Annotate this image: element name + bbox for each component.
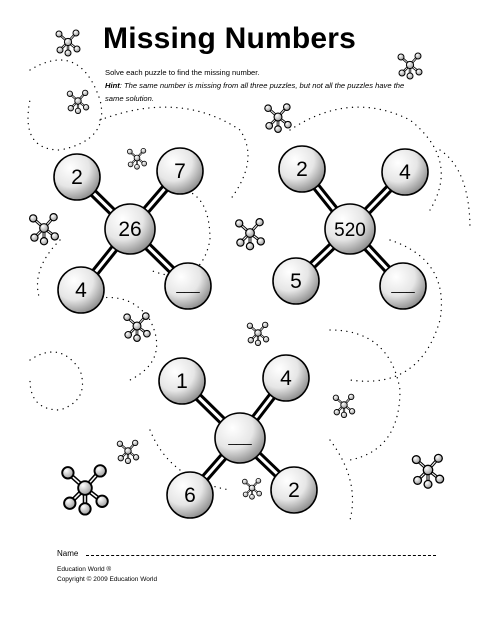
top-right-number: 4 [280, 367, 292, 390]
molecule-icon [265, 104, 291, 133]
molecule-icon [412, 454, 443, 488]
puzzle-1 [54, 148, 211, 313]
bottom-left-number: 4 [75, 279, 87, 302]
molecule-icon [124, 313, 150, 342]
molecule-icon [242, 478, 261, 499]
name-field [57, 549, 436, 558]
footer [57, 565, 157, 585]
center-number: 26 [118, 218, 142, 241]
footer-brand: Education World ® [57, 566, 112, 573]
top-right-number: 7 [174, 160, 186, 183]
top-left-number: 2 [71, 166, 83, 189]
instructions [105, 66, 405, 105]
hint-text [105, 79, 405, 105]
center-number: 520 [334, 220, 366, 241]
hint-label: Hint [105, 81, 120, 90]
bottom-left-number: 5 [290, 270, 302, 293]
molecule-icon [56, 30, 80, 56]
instructions-line: Solve each puzzle to find the missing number. [105, 68, 260, 77]
molecule-icon [247, 322, 269, 345]
name-label: Name [57, 549, 79, 558]
name-rule[interactable] [86, 555, 436, 556]
molecule-icon [333, 394, 355, 417]
molecule-icon [67, 90, 89, 113]
molecule-icon [117, 440, 139, 463]
molecule-icon [127, 148, 146, 169]
bottom-left-number: 6 [184, 484, 196, 507]
molecule-icon [62, 465, 108, 514]
puzzle-3 [159, 355, 317, 518]
top-left-number: 2 [296, 158, 308, 181]
footer-copyright: Copyright © 2009 Education World [57, 576, 158, 583]
molecule-icon [236, 219, 265, 250]
page-title: Missing Numbers [103, 22, 357, 55]
answer-blank[interactable]: ___ [176, 277, 200, 293]
answer-blank[interactable]: ___ [228, 429, 252, 445]
top-right-number: 4 [399, 161, 411, 184]
molecule-icon [30, 214, 59, 245]
top-left-number: 1 [176, 370, 188, 393]
answer-blank[interactable]: ___ [391, 277, 415, 293]
bottom-right-number: 2 [288, 479, 300, 502]
puzzles [54, 146, 428, 518]
puzzle-2 [273, 146, 428, 309]
hint-body: : The same number is missing from all three puzzles, but not all the puzzles have the same solution. [105, 81, 405, 103]
